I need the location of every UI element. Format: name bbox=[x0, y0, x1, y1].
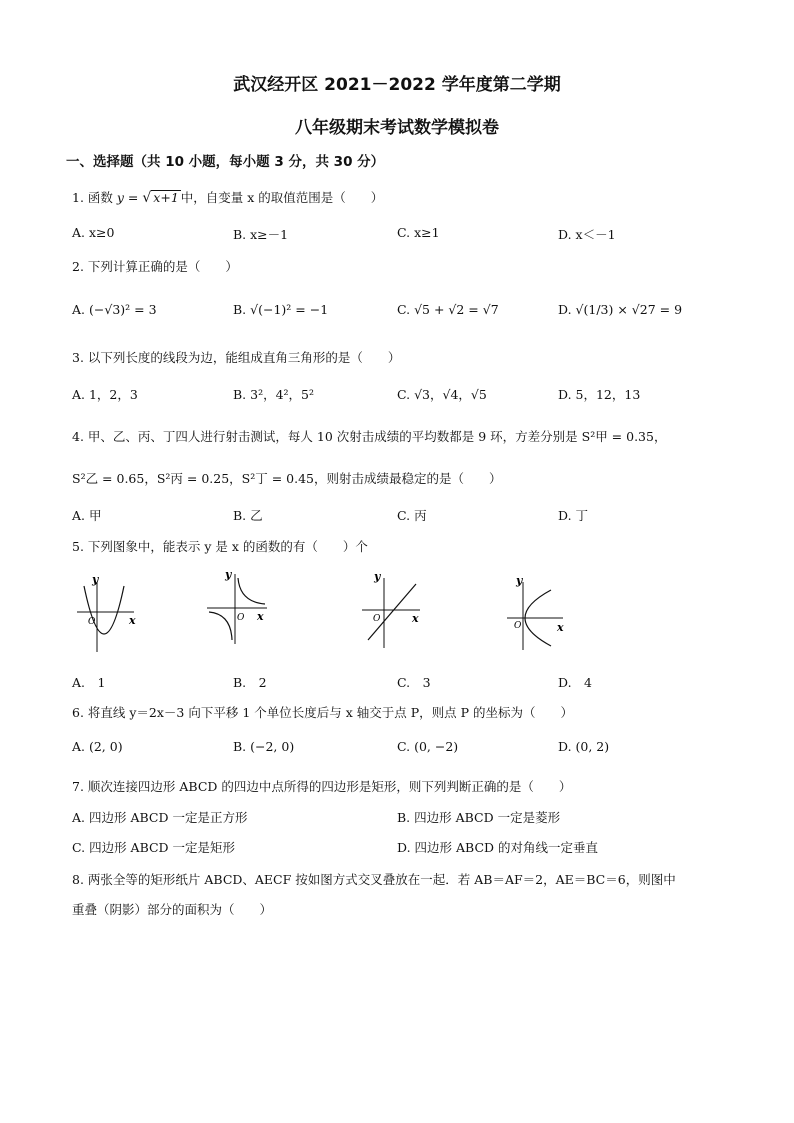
graph-c-y-label: y bbox=[374, 570, 381, 583]
q2-option-a bbox=[72, 302, 157, 317]
q2-option-c bbox=[397, 302, 499, 317]
q1-option-a: A. x≥0 bbox=[72, 225, 115, 240]
q2-c-expr: √5 + √2 = √7 bbox=[414, 302, 499, 317]
graph-b-curve-upper bbox=[238, 578, 265, 604]
graph-d-y-label: y bbox=[516, 576, 523, 587]
q2-option-b bbox=[233, 302, 328, 317]
q2-d-label: D. bbox=[558, 302, 572, 317]
q1-radicand: x+1 bbox=[153, 190, 179, 205]
q6-option-d: D. (0, 2) bbox=[558, 739, 610, 754]
graph-a-origin: O bbox=[88, 617, 96, 627]
graph-c-x-label: x bbox=[412, 612, 419, 625]
exam-title-line2: 八年级期末考试数学模拟卷 bbox=[295, 118, 499, 138]
q2-option-d bbox=[558, 302, 682, 317]
q1-option-c: C. x≥1 bbox=[397, 225, 440, 240]
q5-option-c: C. 3 bbox=[397, 675, 431, 690]
question-6-stem: 6. 将直线 y＝2x－3 向下平移 1 个单位长度后与 x 轴交于点 P，则点 P 的坐标为（ ） bbox=[72, 705, 574, 720]
question-8-stem-line2: 重叠（阴影）部分的面积为（ ） bbox=[72, 902, 273, 917]
graph-b-hyperbola bbox=[205, 566, 275, 650]
question-3-stem: 3. 以下列长度的线段为边，能组成直角三角形的是（ ） bbox=[72, 350, 401, 365]
q2-b-expr: √(−1)² = −1 bbox=[250, 302, 329, 317]
q1-eq: = bbox=[123, 190, 143, 205]
question-1-stem bbox=[72, 188, 383, 206]
graph-c-origin: O bbox=[373, 614, 381, 624]
question-2-stem: 2. 下列计算正确的是（ ） bbox=[72, 259, 238, 274]
graph-b-x-label: x bbox=[257, 610, 264, 623]
q3-option-b: B. 3²，4²，5² bbox=[233, 387, 315, 402]
q4-option-a: A. 甲 bbox=[72, 508, 102, 523]
q1-option-d: D. x＜－1 bbox=[558, 227, 616, 242]
q4-option-c: C. 丙 bbox=[397, 508, 427, 523]
question-8-stem-line1: 8. 两张全等的矩形纸片 ABCD、AECF 按如图方式交叉叠放在一起．若 AB＝AF＝2，AE＝BC＝6，则图中 bbox=[72, 872, 676, 887]
q3-option-c: C. √3，√4，√5 bbox=[397, 387, 487, 402]
q7-option-b: B. 四边形 ABCD 一定是菱形 bbox=[397, 810, 561, 825]
q2-a-expr: (−√3)² = 3 bbox=[89, 302, 157, 317]
sqrt-sign: √ bbox=[142, 190, 152, 206]
graph-a-parabola bbox=[72, 572, 142, 656]
q7-option-d: D. 四边形 ABCD 的对角线一定垂直 bbox=[397, 840, 599, 855]
q1-option-b: B. x≥－1 bbox=[233, 227, 289, 242]
graph-d-sideways-parabola bbox=[505, 576, 575, 660]
q3-option-d: D. 5，12，13 bbox=[558, 387, 641, 402]
q5-option-b: B. 2 bbox=[233, 675, 267, 690]
graph-b-curve-lower bbox=[209, 612, 232, 640]
q1-y: y bbox=[116, 190, 124, 205]
q6-option-c: C. (0, −2) bbox=[397, 739, 459, 754]
question-4-stem-line2: S²乙 = 0.65，S²丙 = 0.25，S²丁 = 0.45，则射击成绩最稳定的是（ ） bbox=[72, 471, 502, 486]
q1-tail: 中，自变量 x 的取值范围是（ ） bbox=[180, 190, 384, 205]
q1-number: 1. 函数 bbox=[72, 190, 113, 205]
q5-option-d: D. 4 bbox=[558, 675, 593, 690]
question-7-stem: 7. 顺次连接四边形 ABCD 的四边中点所得的四边形是矩形，则下列判断正确的是（ ） bbox=[72, 779, 572, 794]
graph-b-origin: O bbox=[237, 613, 245, 623]
graph-a-y-label: y bbox=[92, 573, 99, 586]
section-heading: 一、选择题（共 10 小题，每小题 3 分，共 30 分） bbox=[66, 154, 385, 170]
q7-option-a: A. 四边形 ABCD 一定是正方形 bbox=[72, 810, 248, 825]
graph-d-x-label: x bbox=[557, 621, 564, 634]
graph-d-origin: O bbox=[514, 621, 522, 631]
graph-c-line bbox=[360, 570, 430, 654]
graph-b-y-label: y bbox=[225, 568, 232, 581]
q6-option-a: A. (2, 0) bbox=[72, 739, 123, 754]
q7-option-c: C. 四边形 ABCD 一定是矩形 bbox=[72, 840, 236, 855]
q2-d-expr: √(1/3) × √27 = 9 bbox=[575, 302, 683, 317]
q2-a-label: A. bbox=[72, 302, 86, 317]
q6-option-b: B. (−2, 0) bbox=[233, 739, 295, 754]
q3-option-a: A. 1，2，3 bbox=[72, 387, 138, 402]
q4-option-b: B. 乙 bbox=[233, 508, 263, 523]
question-5-stem: 5. 下列图象中，能表示 y 是 x 的函数的有（ ）个 bbox=[72, 539, 368, 554]
graph-c-graph-line bbox=[368, 584, 416, 640]
q2-b-label: B. bbox=[233, 302, 247, 317]
q2-c-label: C. bbox=[397, 302, 411, 317]
q5-option-a: A. 1 bbox=[72, 675, 106, 690]
graph-a-x-label: x bbox=[129, 614, 136, 627]
q4-option-d: D. 丁 bbox=[558, 508, 589, 523]
question-4-stem-line1: 4. 甲、乙、丙、丁四人进行射击测试，每人 10 次射击成绩的平均数都是 9 环，方差分别是 S²甲 = 0.35， bbox=[72, 429, 667, 444]
exam-title-line1: 武汉经开区 2021－2022 学年度第二学期 bbox=[233, 75, 561, 95]
